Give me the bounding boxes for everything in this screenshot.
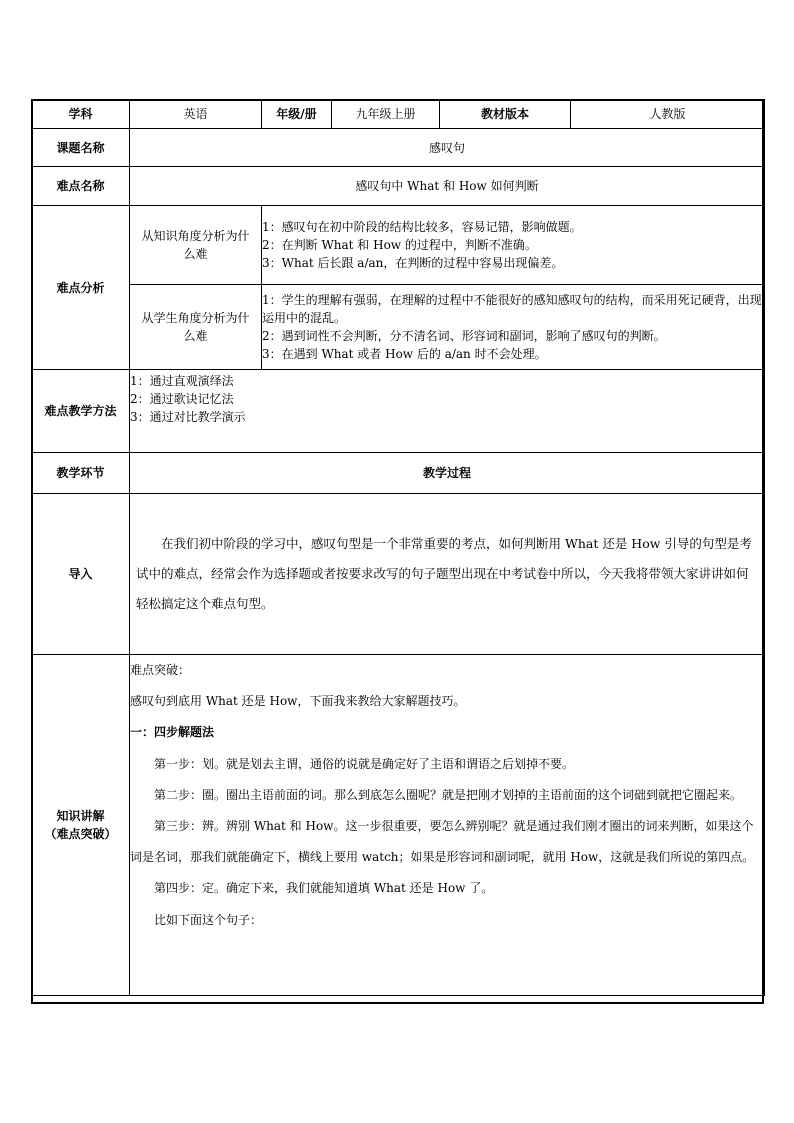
difficulty-row: [32, 167, 765, 206]
analysis-student-row: [32, 285, 765, 370]
step-label: 教学环节: [32, 453, 130, 494]
student-point: 3：在遇到 What 或者 How 后的 a/an 时不会处理。: [262, 347, 547, 361]
knowledge-content: [130, 655, 765, 996]
intro-text: 在我们初中阶段的学习中，感叹句型是一个非常重要的考点，如何判断用 What 还是 How 引导的句型是考试中的难点，经常会作为选择题或者按要求改写的句子题型出现在中考试卷中所以，今天我将带领大家讲讲如何轻松搞定这个难点句型。: [136, 536, 752, 611]
intro-cell: [130, 494, 765, 655]
subject-value: 英语: [130, 100, 262, 129]
knowledge-point: 2：在判断 What 和 How 的过程中，判断不准确。: [262, 238, 537, 252]
student-point: 2：遇到词性不会判断，分不清名词、形容词和副词，影响了感叹句的判断。: [262, 329, 666, 343]
knowledge-label-line1: 知识讲解: [56, 809, 105, 823]
method-point: 2：通过歌诀记忆法: [130, 392, 234, 406]
method-point: 3：通过对比教学演示: [130, 410, 246, 424]
knowledge-point: 3：What 后长跟 a/an，在判断的过程中容易出现偏差。: [262, 256, 564, 270]
grade-value: 九年级上册: [332, 100, 440, 129]
analysis-label: 难点分析: [32, 206, 130, 370]
analysis-student-label: 从学生角度分析为什么难: [130, 285, 262, 370]
knowledge-line: 第三步：辨。辨别 What 和 How。这一步很重要，要怎么辨别呢？就是通过我们刚才圈出的词来判断，如果这个词是名词，那我们就能确定下，横线上要用 watch；如果是形容词和副词呢，就用 How，这就是我们所说的第四点。: [130, 818, 755, 865]
knowledge-line: 比如下面这个句子：: [154, 912, 263, 927]
method-point: 1：通过直观演绎法: [130, 374, 234, 388]
knowledge-line: 一：四步解题法: [130, 725, 215, 740]
knowledge-line: 第一步：划。就是划去主谓，通俗的说就是确定好了主语和谓语之后划掉不要。: [154, 756, 575, 771]
title-label: 课题名称: [32, 129, 130, 167]
analysis-student-points: [262, 285, 765, 370]
title-value: 感叹句: [130, 129, 765, 167]
method-points: [130, 370, 765, 453]
lesson-plan-table: [31, 99, 765, 996]
method-row: [32, 370, 765, 453]
intro-label: 导入: [32, 494, 130, 655]
process-label: 教学过程: [130, 453, 765, 494]
method-label: 难点教学方法: [32, 370, 130, 453]
analysis-knowledge-label: 从知识角度分析为什么难: [130, 206, 262, 285]
knowledge-line: 第四步：定。确定下来，我们就能知道填 What 还是 How 了。: [154, 881, 494, 896]
process-header-row: [32, 453, 765, 494]
student-point: 1：学生的理解有强弱，在理解的过程中不能很好的感知感叹句的结构，而采用死记硬背，出现运用中的混乱。: [262, 293, 762, 325]
title-row: [32, 129, 765, 167]
analysis-knowledge-points: [262, 206, 765, 285]
knowledge-line: 第二步：圈。圈出主语前面的词。那么到底怎么圈呢？就是把刚才划掉的主语前面的这个词础到就把它圈起来。: [154, 787, 743, 802]
edition-value: 人教版: [571, 100, 765, 129]
grade-label: 年级/册: [262, 100, 332, 129]
analysis-knowledge-row: [32, 206, 765, 285]
difficulty-label: 难点名称: [32, 167, 130, 206]
difficulty-value: 感叹句中 What 和 How 如何判断: [130, 167, 765, 206]
subject-label: 学科: [32, 100, 130, 129]
knowledge-row: [32, 655, 765, 996]
knowledge-label-line2: （难点突破）: [44, 827, 117, 841]
knowledge-label: [32, 655, 130, 996]
lesson-plan-sheet: [31, 99, 764, 1004]
edition-label: 教材版本: [440, 100, 571, 129]
header-row: [32, 100, 765, 129]
knowledge-line: 感叹句到底用 What 还是 How，下面我来教给大家解题技巧。: [130, 694, 466, 709]
knowledge-point: 1：感叹句在初中阶段的结构比较多，容易记错，影响做题。: [262, 220, 582, 234]
intro-row: [32, 494, 765, 655]
knowledge-line: 难点突破：: [130, 663, 191, 677]
